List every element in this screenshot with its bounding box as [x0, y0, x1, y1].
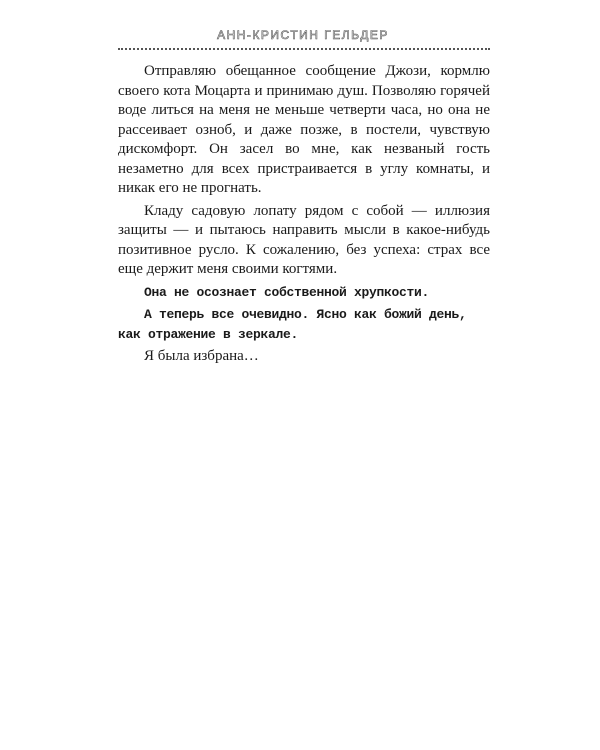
typewriter-line: Она не осознает собственной хрупкости.: [144, 284, 430, 300]
paragraph: Кладу садовую лопату рядом с собой — иллюзия защиты — и пытаюсь направить мысли в какое-нибудь позитивное русло. К сожалению, без успеха: страх все еще держит меня своими когтями.: [118, 202, 490, 277]
typewriter-line: А теперь все очевидно. Ясно как божий день, как отражение в зеркале.: [118, 307, 467, 342]
header-dotted-rule: [118, 48, 490, 50]
running-head: АНН-КРИСТИН ГЕЛЬДЕР: [217, 28, 389, 42]
closing-line: Я была избрана…: [144, 348, 259, 364]
paragraph: Отправляю обещанное сообщение Джози, кормлю своего кота Моцарта и принимаю душ. Позволяю горячей воде литься на меня не меньше четверти часа, но она не рассеивает озноб, и даже позже, в постели, чувствую дискомфорт. Он засел во мне, как незваный гость незаметно для всех пристраивается в углу комнаты, и никак его не прогнать.: [118, 63, 490, 196]
page-body: [118, 62, 490, 367]
